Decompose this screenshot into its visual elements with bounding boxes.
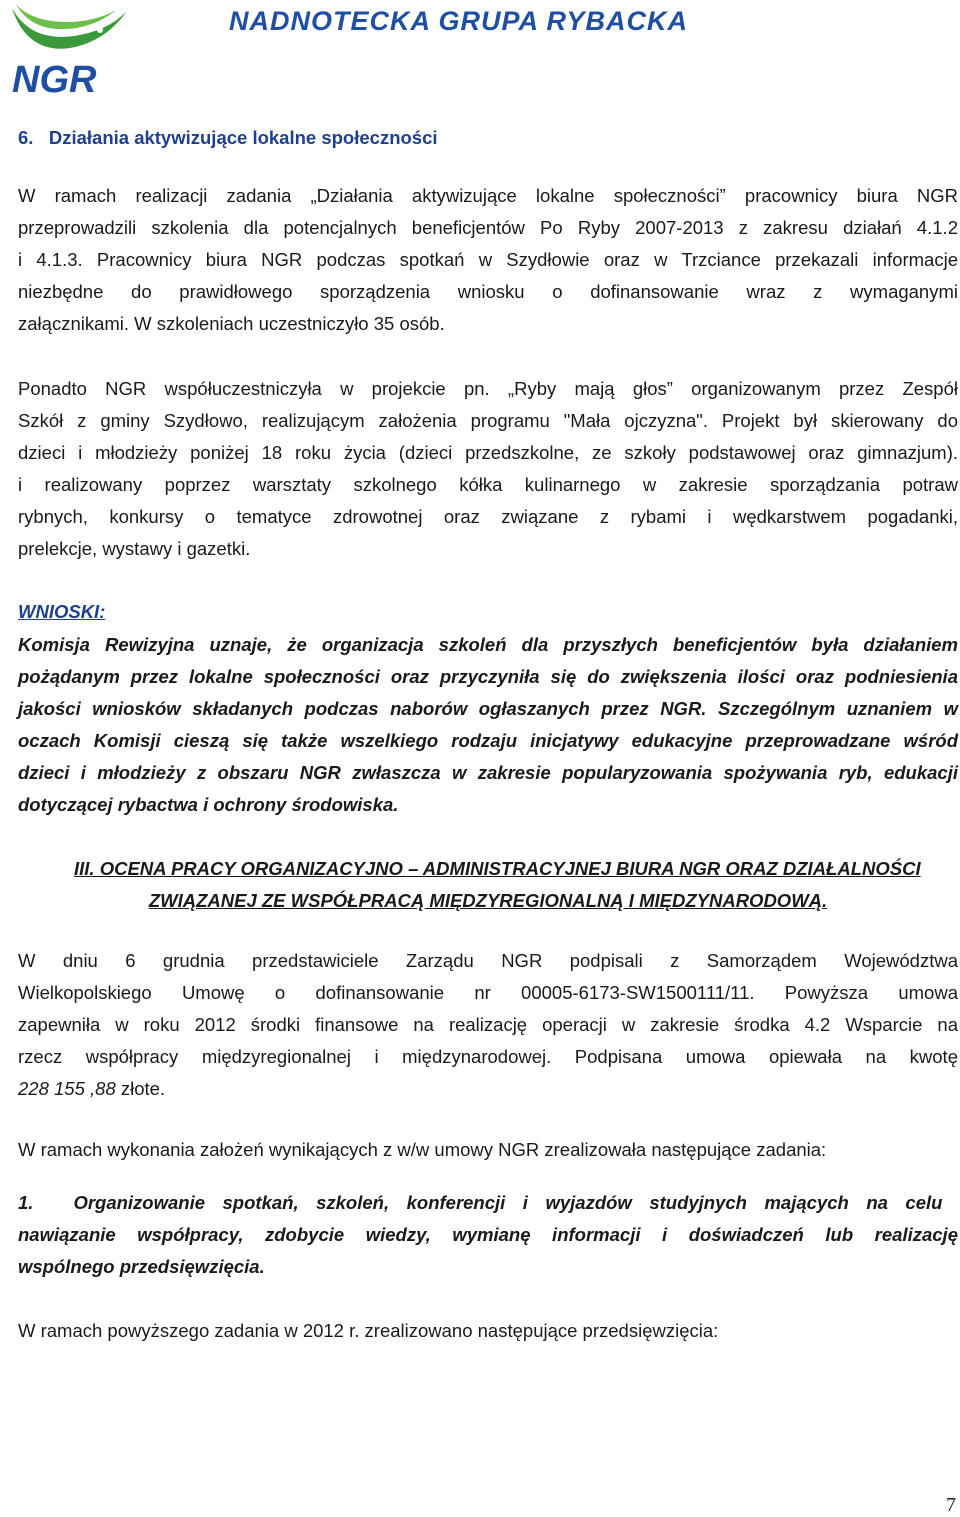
conclusions-line: jakości wniosków składanych podczas naborów ogłaszanych przez NGR. Szczególnym uznaniem w (18, 698, 958, 719)
task-title: Organizowanie spotkań, szkoleń, konferencji i wyjazdów studyjnych mających na celu (73, 1192, 943, 1213)
paragraph-line: załącznikami. W szkoleniach uczestniczyło 35 osób. (18, 313, 445, 334)
contract-amount: 228 155 ,88 (18, 1078, 116, 1099)
paragraph-line: Szkół z gminy Szydłowo, realizującym założenia programu "Mała ojczyzna". Projekt był skierowany do (18, 410, 958, 431)
task-1-line (18, 1191, 958, 1215)
paragraph-line: i realizowany poprzez warsztaty szkolnego kółka kulinarnego w zakresie sporządzania potraw (18, 474, 958, 495)
paragraph-line: rybnych, konkursy o tematyce zdrowotnej oraz związane z rybami i wędkarstwem pogadanki, (18, 506, 958, 527)
paragraph-line: W ramach realizacji zadania „Działania aktywizujące lokalne społeczności” pracownicy biura NGR (18, 185, 958, 206)
section-3-heading-line2: ZWIĄZANEJ ZE WSPÓŁPRACĄ MIĘDZYREGIONALNĄ I MIĘDZYNARODOWĄ. (148, 890, 828, 911)
conclusions-line: dotyczącej rybactwa i ochrony środowiska. (18, 794, 399, 815)
conclusions-line: oczach Komisji cieszą się także wszelkiego rodzaju inicjatywy edukacyjne przeprowadzane wśród (18, 730, 958, 751)
heading-text: Działania aktywizujące lokalne społeczności (48, 127, 438, 148)
ngr-logo (4, 0, 130, 100)
amount-line (18, 1077, 958, 1101)
conclusions-line: Komisja Rewizyjna uznaje, że organizacja szkoleń dla przyszłych beneficjentów była działaniem (18, 634, 958, 655)
paragraph-line: prelekcje, wystawy i gazetki. (18, 538, 251, 559)
logo-text: NGR (12, 59, 97, 100)
conclusions-label: WNIOSKI: (18, 601, 106, 622)
page-number: 7 (946, 1494, 956, 1516)
paragraph-line: W dniu 6 grudnia przedstawiciele Zarządu NGR podpisali z Samorządem Województwa (18, 950, 958, 971)
paragraph-line: niezbędne do prawidłowego sporządzenia wniosku o dofinansowanie wraz z wymaganymi (18, 281, 958, 302)
paragraph-line: Wielkopolskiego Umowę o dofinansowanie nr 00005-6173-SW1500111/11. Powyższa umowa (18, 982, 958, 1003)
paragraph-line: i 4.1.3. Pracownicy biura NGR podczas spotkań w Szydłowie oraz w Trzciance przekazali informacje (18, 249, 958, 270)
section-3-heading-line1: III. OCENA PRACY ORGANIZACYJNO – ADMINISTRACYJNEJ BIURA NGR ORAZ DZIAŁALNOŚCI (74, 858, 921, 879)
conclusions-line: pożądanym przez lokalne społeczności oraz przyczyniła się do zwiększenia ilości oraz podniesienia (18, 666, 958, 687)
paragraph-line: Ponadto NGR współuczestniczyła w projekcie pn. „Ryby mają głos” organizowanym przez Zespół (18, 378, 958, 399)
paragraph-line: rzecz współpracy międzyregionalnej i międzynarodowej. Podpisana umowa opiewała na kwotę (18, 1046, 958, 1067)
header-title: NADNOTECKA GRUPA RYBACKA (229, 6, 689, 36)
conclusions-line: dzieci i młodzieży z obszaru NGR zwłaszcza w zakresie popularyzowania spożywania ryb, edukacji (18, 762, 958, 783)
paragraph-line: W ramach powyższego zadania w 2012 r. zrealizowano następujące przedsięwzięcia: (18, 1320, 719, 1341)
amount-suffix: złote. (115, 1078, 166, 1099)
section-6-heading (18, 126, 958, 150)
task-number: 1. (18, 1192, 34, 1213)
paragraph-line: dzieci i młodzieży poniżej 18 roku życia (dzieci przedszkolne, ze szkoły podstawowej oraz gimnazjum). (18, 442, 958, 463)
heading-number: 6. (18, 127, 34, 148)
task-1-line: nawiązanie współpracy, zdobycie wiedzy, wymianę informacji i doświadczeń lub realizację (18, 1224, 958, 1245)
paragraph-line: przeprowadzili szkolenia dla potencjalnych beneficjentów Po Ryby 2007-2013 z zakresu działań 4.1.2 (18, 217, 958, 238)
task-1-line: wspólnego przedsięwzięcia. (18, 1256, 265, 1277)
paragraph-line: zapewniła w roku 2012 środki finansowe na realizację operacji w zakresie środka 4.2 Wsparcie na (18, 1014, 958, 1035)
paragraph-line: W ramach wykonania założeń wynikających z w/w umowy NGR zrealizowała następujące zadania: (18, 1139, 827, 1160)
